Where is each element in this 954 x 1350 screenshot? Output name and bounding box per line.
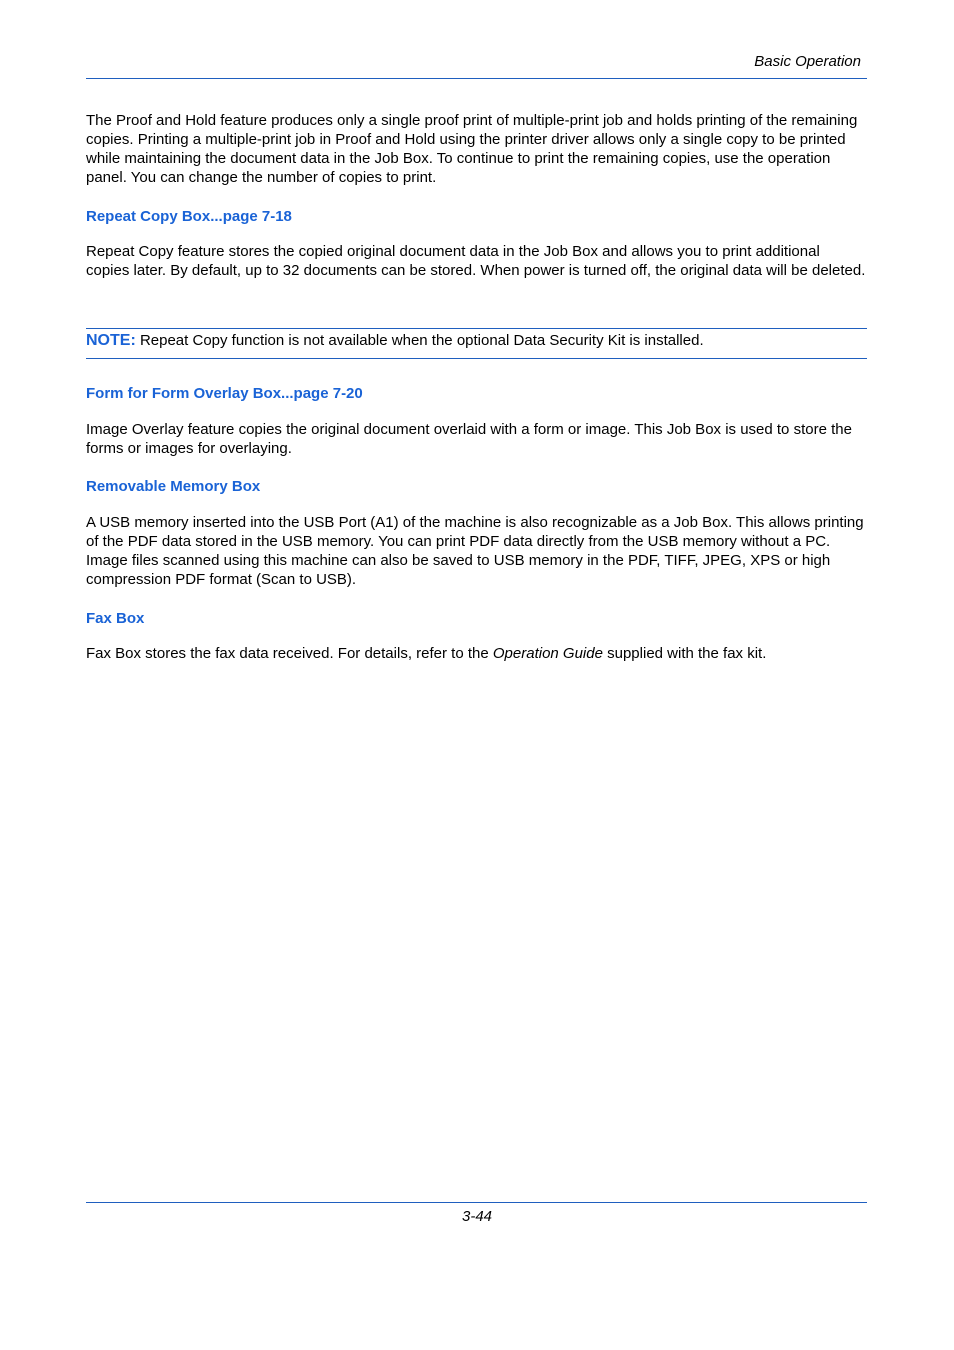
intro-paragraph: The Proof and Hold feature produces only a single proof print of multiple-print job and holds printing of the remaining copies. Printing a multiple-print job in Proof and Hold using the printer driver allows only a single copy to be printed while maintaining the document data in the Job Box. To continue to print the remaining copies, use the operation panel. You can change the number of copies to print.	[86, 112, 858, 186]
removable-memory-box-body: A USB memory inserted into the USB Port (A1) of the machine is also recognizable as a Job Box. This allows printing of the PDF data stored in the USB memory. You can print PDF data directly from the USB memory without a PC. Image files scanned using this machine can also be saved to USB memory in the PDF, TIFF, JPEG, XPS or high compression PDF format (Scan to USB).	[86, 514, 864, 588]
note-text: Repeat Copy function is not available when the optional Data Security Kit is installed.	[135, 332, 704, 349]
heading-repeat-copy-box[interactable]: Repeat Copy Box...page 7-18	[86, 208, 292, 225]
page-number: 3-44	[461, 1208, 493, 1225]
heading-form-overlay-box[interactable]: Form for Form Overlay Box...page 7-20	[86, 385, 363, 402]
repeat-copy-box-body: Repeat Copy feature stores the copied original document data in the Job Box and allows you to print additional copies later. By default, up to 32 documents can be stored. When power is turned off, the original data will be deleted.	[86, 243, 866, 279]
note-top-rule	[86, 328, 867, 329]
page-header-title: Basic Operation	[754, 53, 861, 70]
fax-box-body-start: Fax Box stores the fax data received. For details, refer to the	[86, 645, 493, 662]
fax-box-body-end: supplied with the fax kit.	[602, 645, 767, 662]
footer-rule	[86, 1202, 867, 1203]
operation-guide-title: Operation Guide	[492, 645, 603, 662]
heading-fax-box: Fax Box	[86, 610, 145, 627]
form-overlay-box-body: Image Overlay feature copies the original document overlaid with a form or image. This Job Box is used to store the forms or images for overlaying.	[86, 421, 852, 457]
heading-removable-memory-box: Removable Memory Box	[86, 478, 261, 495]
header-rule	[86, 78, 867, 79]
note-label: NOTE:	[86, 332, 136, 349]
note-bottom-rule	[86, 358, 867, 359]
note-box	[86, 331, 704, 350]
fax-box-body	[86, 644, 867, 663]
